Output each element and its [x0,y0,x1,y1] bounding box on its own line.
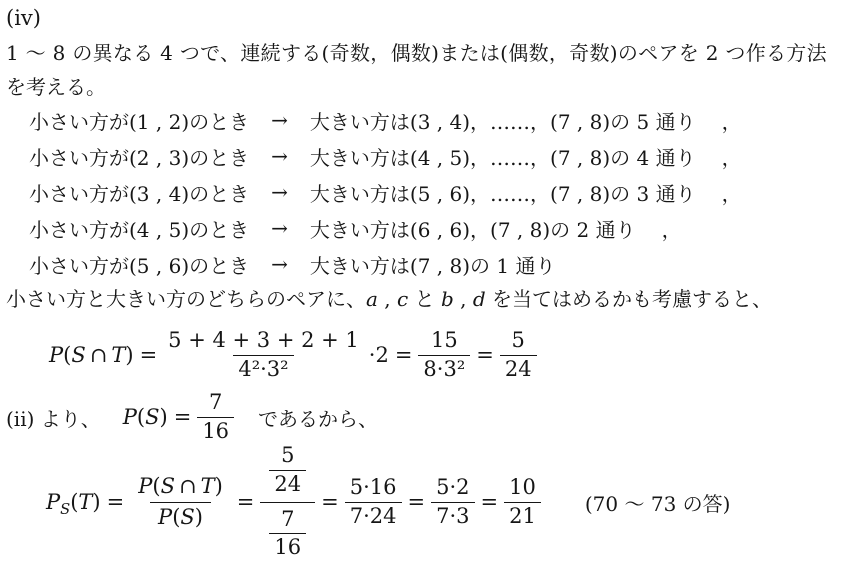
subscript-S: S [60,501,71,519]
fraction [504,476,541,528]
paren-open: ( [136,405,146,429]
denominator: 7·24 [345,502,402,529]
numerator: 7 [208,389,223,414]
fraction [130,475,231,529]
equals-sign: = [476,343,494,367]
numerator: 5 + 4 + 3 + 2 + 1 [168,327,359,352]
var-P: P [46,490,61,514]
paren-close: ) [92,490,101,514]
case-right: 大きい方は(5 , 6)，……，(7 , 8)の 3 通り [309,181,696,206]
fraction [197,391,234,443]
prob-s-of-t [46,490,101,519]
case-tail: ， [721,145,742,170]
fraction [269,508,306,560]
answer-note: (70 〜 73 の答) [584,491,731,516]
numerator: 5·2 [436,474,470,499]
var-P: P [49,343,64,367]
text-segment: であるから、 [258,406,379,431]
line-reference-ii [6,388,378,446]
equals-sign: = [236,490,255,514]
case-right: 大きい方は(6 , 6)，(7 , 8)の 2 通り [309,217,636,242]
case-tail: ， [661,217,682,242]
arrow-icon: → [271,144,288,168]
var-S: S [71,343,86,367]
consideration-line [6,283,772,312]
denominator: 16 [269,533,306,560]
paren-open: ( [63,343,72,367]
var-d: d [472,287,486,311]
case-right: 大きい方は(7 , 8)の 1 通り [309,253,556,278]
numerator: 7 [281,506,295,531]
prob-s [123,405,198,429]
fraction [345,476,402,528]
denominator [260,502,315,560]
var-c: c [397,287,409,311]
denominator: 21 [504,502,541,529]
paren-open: ( [172,504,181,529]
arrow-icon: → [271,180,288,204]
numerator: 5 [511,327,525,352]
paren-close: ) [194,504,203,529]
denominator: 4²·3² [233,355,293,382]
var-b: b [440,287,454,311]
denominator [150,502,211,530]
case-tail: ， [721,109,742,134]
var-P: P [138,473,153,498]
numerator: 15 [430,327,458,352]
fraction [431,476,474,528]
arrow-icon: → [271,216,288,240]
paren-close: ) [214,473,223,498]
numerator: 10 [509,474,536,499]
fraction [269,444,306,496]
case-left: 小さい方が(1 , 2)のとき [29,109,250,134]
paren-close: ) [125,343,134,367]
case-left: 小さい方が(3 , 4)のとき [29,181,250,206]
var-S: S [145,405,160,429]
case-row [29,210,742,246]
var-a: a [366,287,378,311]
arrow-icon: → [271,252,288,276]
numerator [260,444,315,501]
formula-p-s-intersect-t [49,320,537,390]
case-left: 小さい方が(5 , 6)のとき [29,253,250,278]
equals-sign: = [106,490,125,514]
case-right: 大きい方は(3 , 4)，……，(7 , 8)の 5 通り [309,109,696,134]
equals-sign: = [480,490,499,514]
reference-label: (ii) より、 [6,406,101,431]
denominator: 8·3² [418,355,470,382]
var-T: T [111,343,126,367]
var-S: S [180,504,195,529]
numerator [130,475,231,502]
intersection-symbol: ∩ [89,343,108,367]
case-row [29,102,742,138]
equals-sign: = [173,405,192,429]
equals-sign: = [407,490,426,514]
paren-open: ( [70,490,79,514]
section-label: (iv) [6,6,41,30]
numerator: 5·16 [349,474,397,499]
fraction [500,329,537,381]
case-right: 大きい方は(4 , 5)，……，(7 , 8)の 4 通り [309,145,696,170]
case-list [29,102,742,282]
intersection-symbol: ∩ [178,473,197,498]
paren-open: ( [152,473,161,498]
arrow-icon: → [271,108,288,132]
case-left: 小さい方が(4 , 5)のとき [29,217,250,242]
compound-fraction [260,444,315,559]
text-segment: と [408,287,441,311]
denominator: 16 [197,417,234,444]
denominator: 24 [500,355,537,382]
text-segment: を当てはめるかも考慮すると、 [485,287,772,311]
case-row [29,174,742,210]
numerator: 5 [281,443,295,468]
equals-sign: = [394,343,413,367]
case-left: 小さい方が(2 , 3)のとき [29,145,250,170]
var-P: P [158,504,173,529]
var-S: S [160,473,175,498]
intro-line-2: を考える。 [6,75,106,99]
equals-sign: = [139,343,158,367]
var-P: P [122,405,137,429]
prob-s-intersect-t [49,343,134,367]
text-segment: 小さい方と大きい方のどちらのペアに、 [6,287,366,311]
separator: , [377,287,398,311]
var-T: T [78,490,93,514]
separator: , [453,287,473,311]
case-row [29,138,742,174]
case-row [29,246,742,282]
times-two: ·2 [368,343,389,367]
intro-line-1: 1 〜 8 の異なる 4 つで、連続する(奇数，偶数)または(偶数，奇数)のペアを 2 つ作る方法 [6,41,827,65]
formula-conditional-probability [46,443,731,560]
var-T: T [200,473,215,498]
case-tail: ， [721,181,742,206]
equals-sign: = [321,490,339,514]
fraction [418,329,470,381]
denominator: 7·3 [431,502,474,529]
fraction [163,329,364,381]
denominator: 24 [269,470,306,497]
paren-close: ) [159,405,168,429]
